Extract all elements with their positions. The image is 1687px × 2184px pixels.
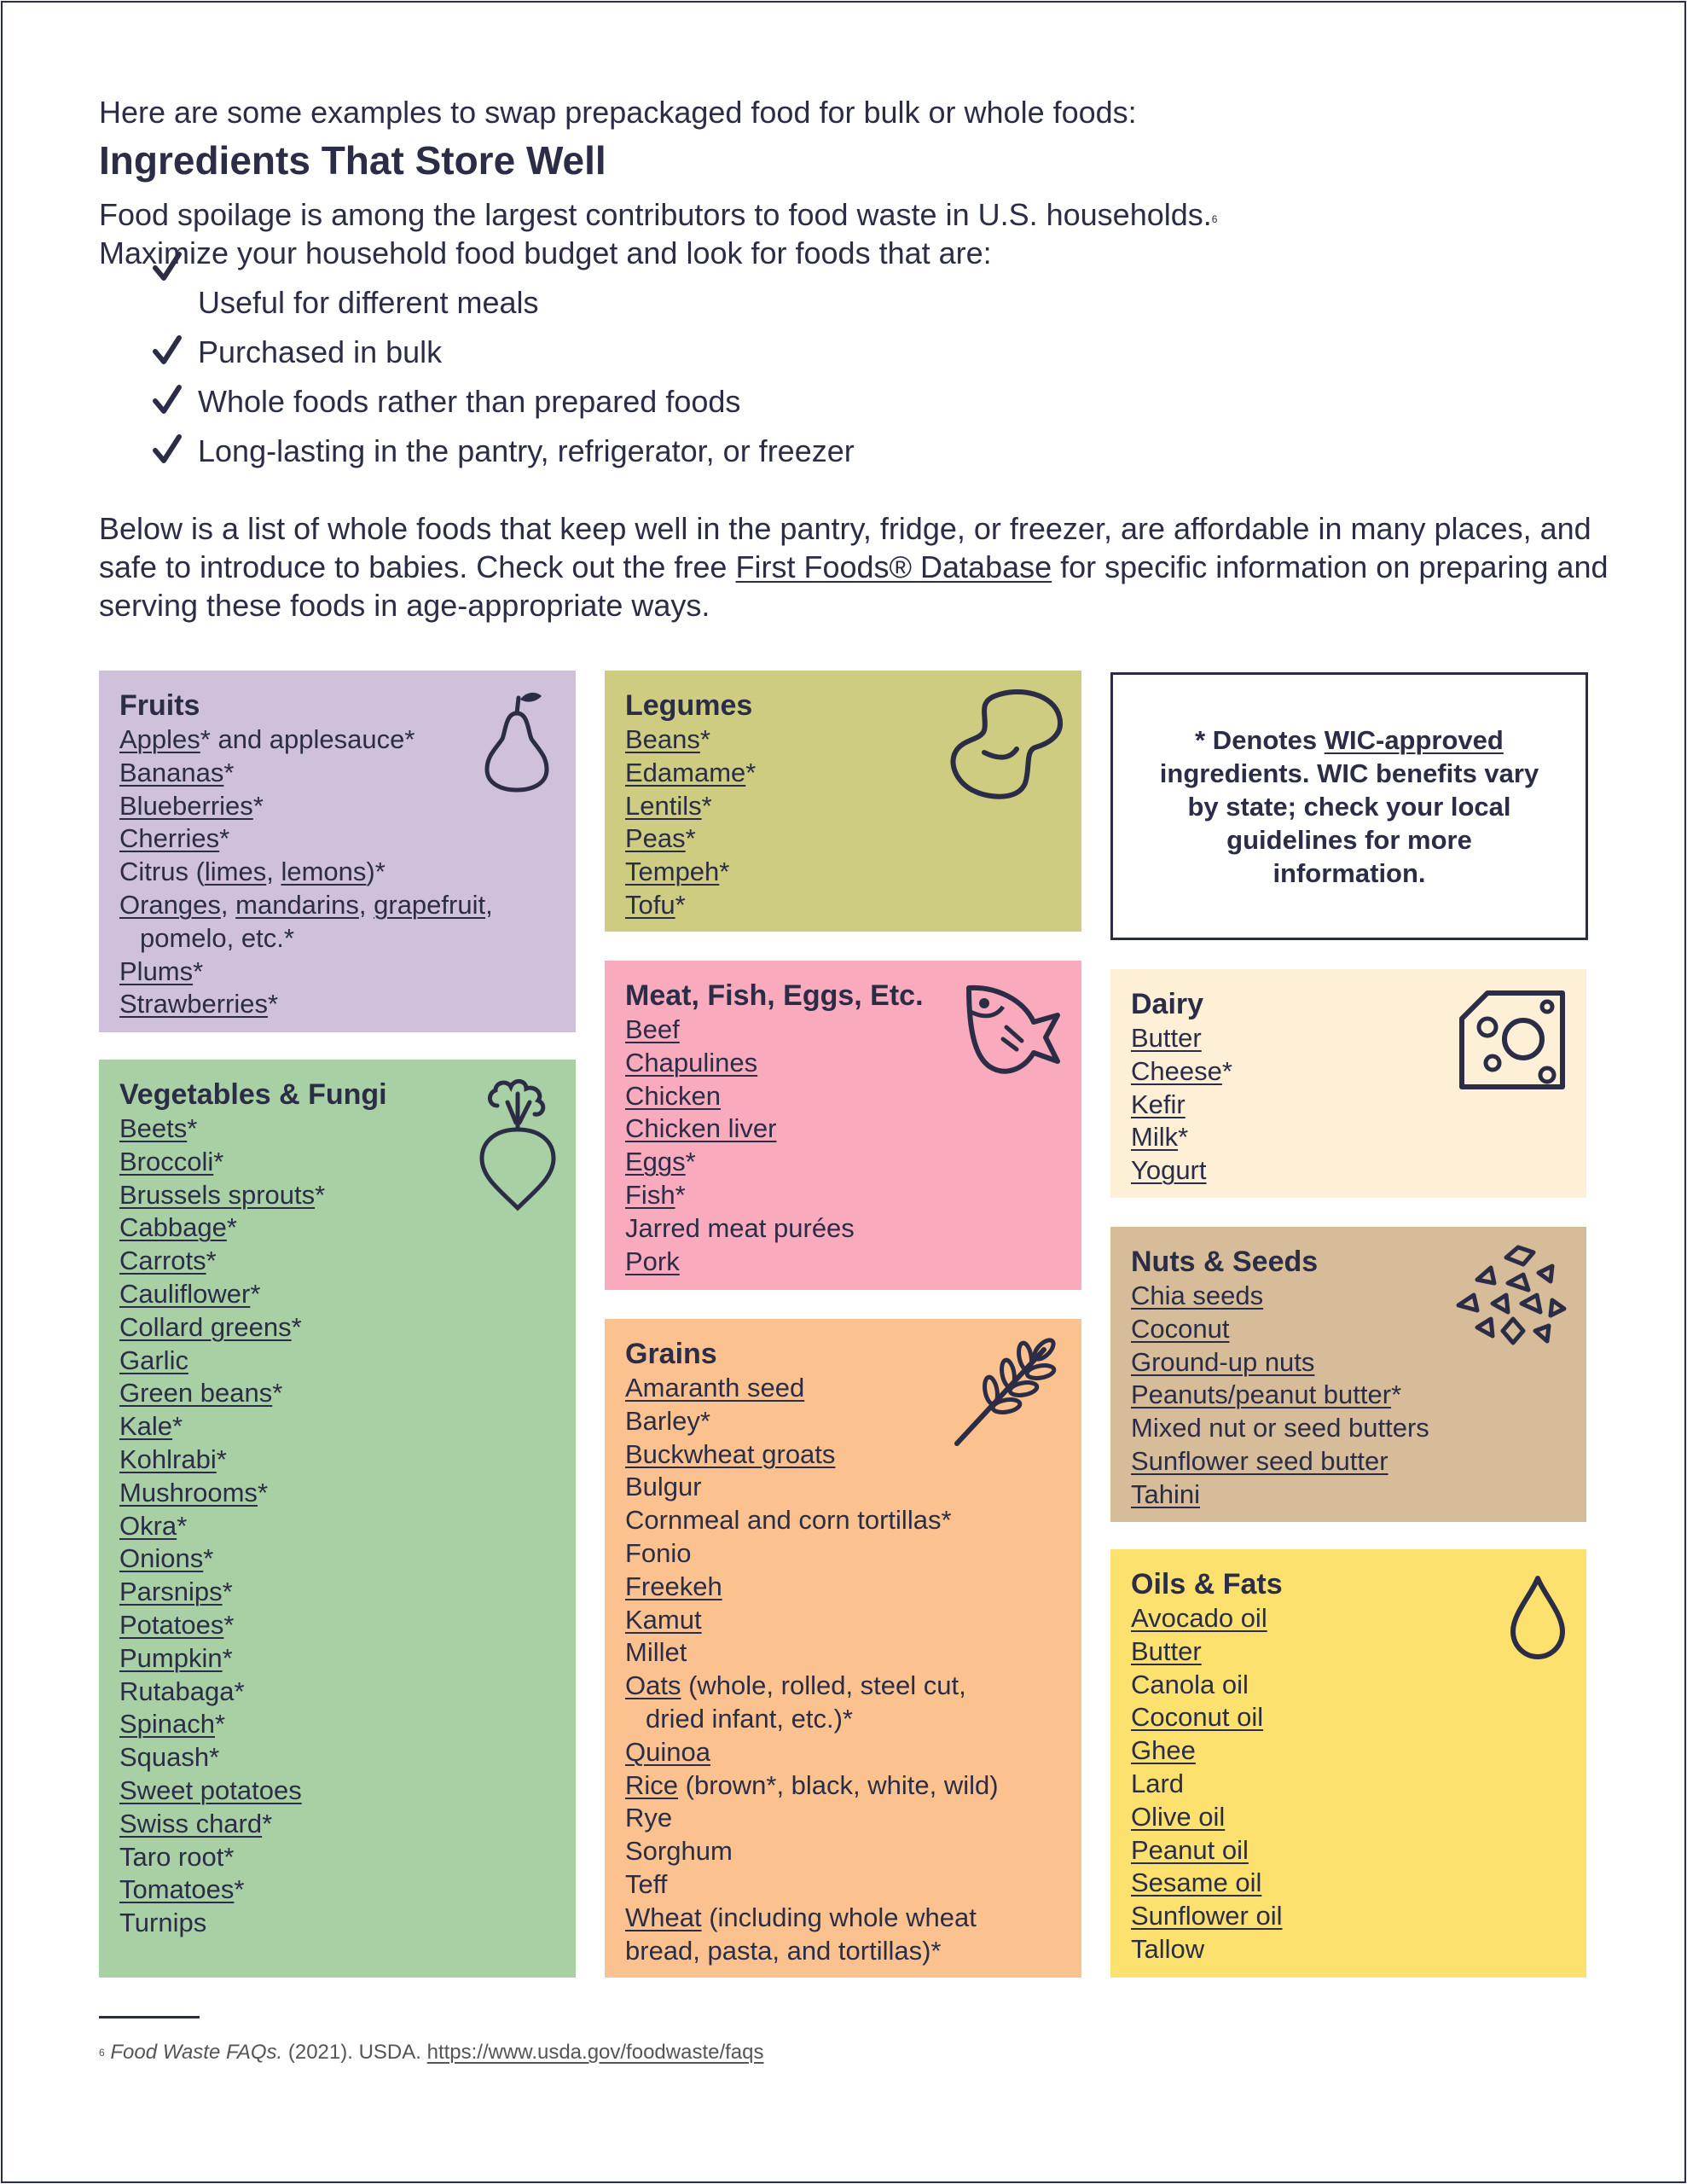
check-icon xyxy=(150,430,184,468)
food-link[interactable]: Sunflower oil xyxy=(1131,1901,1283,1931)
food-link[interactable]: Tomatoes xyxy=(119,1874,235,1905)
food-link[interactable]: Butter xyxy=(1131,1023,1202,1053)
food-link[interactable]: Buckwheat groats xyxy=(625,1438,836,1469)
oils-card xyxy=(1110,1549,1586,1978)
item-text: Taro root xyxy=(119,1841,224,1872)
list-item xyxy=(625,1112,1061,1146)
list-item xyxy=(1131,1768,1566,1801)
item-suffix: * xyxy=(701,790,712,821)
item-suffix: * xyxy=(216,1443,227,1474)
list-item xyxy=(119,1278,555,1311)
nuts-title: Nuts & Seeds xyxy=(1131,1246,1319,1278)
item-suffix: * xyxy=(223,1841,235,1872)
grains-title: Grains xyxy=(625,1338,717,1370)
check-icon xyxy=(150,331,184,369)
item-suffix: * xyxy=(250,1278,261,1309)
item-text: Rutabaga xyxy=(119,1676,235,1706)
list-item xyxy=(625,1835,1061,1868)
food-link[interactable]: Tofu xyxy=(625,889,675,920)
food-link[interactable]: Oranges xyxy=(119,889,221,920)
legumes-card xyxy=(605,671,1081,932)
item-suffix: * xyxy=(1178,1122,1189,1153)
item-suffix: * xyxy=(187,1113,198,1143)
checklist-item xyxy=(99,377,855,427)
legumes-title: Legumes xyxy=(625,689,753,722)
list-item xyxy=(119,1841,555,1874)
oils-title: Oils & Fats xyxy=(1131,1568,1283,1600)
vegetables-list xyxy=(119,1112,555,1940)
list-item xyxy=(119,1443,555,1477)
list-item xyxy=(625,1179,1061,1212)
list-item xyxy=(119,1676,555,1709)
list-item xyxy=(119,1873,555,1907)
fish-icon xyxy=(962,978,1063,1080)
usda-link[interactable]: https://www.usda.gov/foodwaste/faqs xyxy=(426,2041,764,2064)
list-item xyxy=(119,1642,555,1676)
item-suffix: * xyxy=(699,1405,710,1436)
list-item xyxy=(1131,1635,1566,1669)
list-item xyxy=(625,1471,1061,1504)
note-text: * Denotes xyxy=(1195,724,1325,755)
food-link[interactable]: Okra xyxy=(119,1510,177,1541)
list-item: Oranges, mandarins, grapefruit, xyxy=(119,889,493,920)
paragraph-text: Below is a list of whole foods that keep well in the pantry, fridge, or freezer, are affordable in many places, and safe to introduce to babies. Check out the free xyxy=(99,511,1591,584)
list-item xyxy=(119,1907,555,1940)
food-link[interactable]: Lentils xyxy=(625,790,702,821)
footnote xyxy=(99,2039,764,2066)
list-item xyxy=(625,1868,1061,1902)
food-link[interactable]: Fish xyxy=(625,1179,675,1210)
food-link[interactable]: Parsnips xyxy=(119,1577,223,1607)
list-item xyxy=(1131,1669,1566,1702)
list-item xyxy=(625,1636,1061,1670)
list-item xyxy=(119,1410,555,1443)
item-suffix: * xyxy=(234,1676,245,1706)
list-item xyxy=(119,922,555,956)
item-text: * and applesauce* xyxy=(200,724,415,754)
item-suffix: * xyxy=(234,1874,245,1905)
list-item xyxy=(625,1935,1061,1968)
list-item: Bananas* xyxy=(119,757,235,787)
item-suffix: * xyxy=(177,1510,188,1541)
item-suffix: * xyxy=(675,889,686,920)
food-link[interactable]: grapefruit xyxy=(374,889,486,920)
list-item xyxy=(625,1604,1061,1637)
item-suffix: * xyxy=(222,1577,233,1607)
list-item xyxy=(119,1377,555,1410)
list-item xyxy=(625,1504,1061,1537)
item-suffix: * xyxy=(291,1311,302,1342)
wheat-icon xyxy=(952,1338,1061,1447)
item-text: , xyxy=(220,889,236,920)
check-icon xyxy=(150,247,184,285)
list-item: Plums* xyxy=(119,956,204,986)
item-suffix: * xyxy=(745,757,757,787)
item-text: , xyxy=(266,857,281,887)
checklist-item-text: Purchased in bulk xyxy=(198,334,443,369)
pear-icon xyxy=(480,688,554,793)
food-link[interactable]: Peas xyxy=(625,823,686,854)
item-text: Jarred meat purées xyxy=(625,1212,855,1243)
food-link[interactable]: Coconut oil xyxy=(1131,1702,1264,1733)
food-link[interactable]: lemons xyxy=(281,857,367,887)
item-text: Rye xyxy=(625,1803,673,1833)
food-link[interactable]: Olive oil xyxy=(1131,1801,1226,1832)
food-link[interactable]: Brussels sprouts xyxy=(119,1179,316,1210)
list-item xyxy=(119,1808,555,1841)
list-item xyxy=(625,1736,1061,1769)
food-link[interactable]: Freekeh xyxy=(625,1571,722,1601)
list-item xyxy=(1131,1734,1566,1768)
list-item xyxy=(625,1703,1061,1736)
list-item xyxy=(1131,1412,1566,1445)
item-suffix: * xyxy=(1221,1055,1232,1086)
food-link[interactable]: Kefir xyxy=(1131,1089,1186,1119)
item-suffix: * xyxy=(685,823,696,854)
item-suffix: (whole, rolled, steel cut, xyxy=(681,1670,966,1701)
item-suffix: * xyxy=(257,1477,269,1507)
list-item xyxy=(625,1802,1061,1835)
item-suffix: * xyxy=(213,1146,224,1176)
item-text: Sorghum xyxy=(625,1836,733,1867)
list-item xyxy=(119,1542,555,1576)
food-link[interactable]: Amaranth seed xyxy=(625,1373,805,1403)
food-link[interactable]: Yogurt xyxy=(1131,1155,1207,1186)
food-link[interactable]: Wheat xyxy=(625,1902,702,1932)
checklist xyxy=(99,278,855,476)
dairy-card xyxy=(1110,969,1586,1198)
food-link[interactable]: Beets xyxy=(119,1113,188,1143)
list-item xyxy=(625,856,1061,889)
list-item xyxy=(119,856,555,889)
food-link[interactable]: Sweet potatoes xyxy=(119,1774,302,1805)
food-link[interactable]: Rice xyxy=(625,1769,679,1800)
item-suffix: * xyxy=(226,1212,237,1243)
food-link[interactable]: Apples xyxy=(119,724,200,754)
item-text: Canola oil xyxy=(1131,1669,1249,1699)
meat-card xyxy=(605,961,1081,1290)
item-suffix: bread, pasta, and tortillas)* xyxy=(625,1935,942,1966)
spoilage-line: Food spoilage is among the largest contributors to food waste in U.S. households. xyxy=(99,197,1212,232)
food-link[interactable]: Ghee xyxy=(1131,1735,1196,1766)
food-link[interactable]: Cherries xyxy=(119,823,220,854)
checklist-item xyxy=(99,427,855,476)
seeds-icon xyxy=(1452,1242,1568,1353)
food-link[interactable]: Chia seeds xyxy=(1131,1281,1264,1310)
item-text: Millet xyxy=(625,1637,687,1668)
food-link[interactable]: Garlic xyxy=(119,1345,188,1375)
list-item xyxy=(119,1510,555,1543)
meat-title: Meat, Fish, Eggs, Etc. xyxy=(625,979,924,1012)
footnote-number: 6 xyxy=(99,2047,105,2059)
list-item xyxy=(625,1212,1061,1246)
list-item xyxy=(625,1080,1061,1113)
dairy-title: Dairy xyxy=(1131,988,1204,1020)
first-foods-database-link[interactable]: First Foods® Database xyxy=(735,549,1052,584)
item-suffix: * xyxy=(262,1808,273,1838)
food-link[interactable]: Potatoes xyxy=(119,1609,224,1640)
food-link[interactable]: Chicken xyxy=(625,1080,721,1111)
item-text: Citrus ( xyxy=(119,857,205,887)
item-suffix: * xyxy=(223,1609,235,1640)
food-link[interactable]: Collard greens xyxy=(119,1311,292,1342)
wic-note-text xyxy=(1147,723,1551,890)
list-item xyxy=(625,1537,1061,1571)
food-link[interactable]: Bananas xyxy=(119,757,224,787)
wic-note-box xyxy=(1110,672,1588,940)
list-item xyxy=(1131,1801,1566,1834)
list-item xyxy=(1131,1602,1566,1635)
food-link[interactable]: Strawberries xyxy=(119,989,268,1019)
list-item: Cherries* xyxy=(119,823,230,854)
food-link[interactable]: Green beans xyxy=(119,1378,273,1409)
food-link[interactable]: Chapulines xyxy=(625,1047,758,1077)
fruits-card xyxy=(99,671,576,1032)
spoilage-paragraph xyxy=(99,195,1600,272)
food-link[interactable]: limes xyxy=(204,857,267,887)
item-suffix: * xyxy=(203,1543,214,1574)
list-item xyxy=(1131,1900,1566,1933)
checklist-item-text: Whole foods rather than prepared foods xyxy=(198,384,741,419)
food-link[interactable]: Beans xyxy=(625,724,700,754)
intro-text: Here are some examples to swap prepackaged food for bulk or whole foods: xyxy=(99,95,1137,130)
beet-icon xyxy=(478,1077,557,1211)
vegetables-card xyxy=(99,1060,576,1978)
footnote-ref[interactable]: 6 xyxy=(1211,213,1218,225)
drop-icon xyxy=(1510,1575,1566,1660)
item-suffix: * xyxy=(699,724,710,754)
list-item xyxy=(1131,1121,1566,1154)
list-item xyxy=(625,1571,1061,1604)
food-link[interactable]: Sunflower seed butter xyxy=(1131,1445,1388,1476)
footnote-source: Food Waste FAQs. xyxy=(110,2041,283,2064)
list-item xyxy=(625,822,1061,856)
bean-icon xyxy=(947,688,1064,804)
list-item xyxy=(625,1670,1061,1703)
footnote-rule xyxy=(99,2016,200,2018)
item-suffix: * xyxy=(675,1179,686,1210)
item-text: Mixed nut or seed butters xyxy=(1131,1413,1429,1443)
food-link[interactable]: Blueberries xyxy=(119,790,253,821)
food-link[interactable]: Cheese xyxy=(1131,1055,1222,1086)
cheese-icon xyxy=(1458,990,1566,1090)
list-item xyxy=(119,1741,555,1774)
food-link[interactable]: Kamut xyxy=(625,1604,702,1635)
checklist-item-text: Long-lasting in the pantry, refrigerator, or freezer xyxy=(198,433,855,468)
item-text: , xyxy=(358,889,374,920)
page-title: Ingredients That Store Well xyxy=(99,138,606,183)
food-link[interactable]: Kohlrabi xyxy=(119,1443,217,1474)
list-item xyxy=(119,1576,555,1609)
food-link[interactable]: Oats xyxy=(625,1670,681,1701)
item-suffix: * xyxy=(685,1147,696,1177)
wic-approved-link[interactable]: WIC-approved xyxy=(1324,724,1504,755)
food-link[interactable]: Sesame oil xyxy=(1131,1867,1262,1898)
item-suffix: * xyxy=(206,1246,217,1276)
list-item xyxy=(119,1477,555,1510)
list-item xyxy=(119,1609,555,1642)
item-suffix: * xyxy=(941,1505,952,1536)
vegetables-title: Vegetables & Fungi xyxy=(119,1078,387,1111)
food-link[interactable]: Onions xyxy=(119,1543,204,1574)
list-item xyxy=(119,1311,555,1345)
oils-list xyxy=(1131,1602,1566,1966)
list-item xyxy=(119,1245,555,1278)
list-item xyxy=(625,1769,1061,1803)
whole-foods-paragraph xyxy=(99,509,1617,624)
food-link[interactable]: Plums xyxy=(119,956,194,986)
food-link[interactable]: Cabbage xyxy=(119,1212,227,1243)
food-link[interactable]: Avocado oil xyxy=(1131,1603,1267,1633)
food-link[interactable]: Beef xyxy=(625,1014,680,1044)
list-item xyxy=(625,1146,1061,1179)
list-item xyxy=(625,1902,1061,1935)
item-text: Lard xyxy=(1131,1768,1185,1798)
list-item: Strawberries* xyxy=(119,989,279,1019)
food-link[interactable]: Peanut oil xyxy=(1131,1834,1249,1865)
check-icon xyxy=(150,380,184,418)
food-link[interactable]: Peanuts/peanut butter xyxy=(1131,1380,1392,1410)
footnote-text: (2021). USDA. xyxy=(282,2041,427,2064)
food-link[interactable]: Milk xyxy=(1131,1122,1179,1153)
list-item xyxy=(1131,1834,1566,1867)
grains-list xyxy=(625,1372,1061,1967)
list-item xyxy=(1131,1089,1566,1122)
food-link[interactable]: Swiss chard xyxy=(119,1808,263,1838)
item-suffix: (brown*, black, white, wild) xyxy=(678,1769,999,1800)
item-text: Cornmeal and corn tortillas xyxy=(625,1505,942,1536)
item-suffix: * xyxy=(315,1179,326,1210)
list-item xyxy=(119,1708,555,1741)
item-text: Teff xyxy=(625,1868,668,1899)
maximize-line: Maximize your household food budget and look for foods that are: xyxy=(99,235,992,270)
fruits-title: Fruits xyxy=(119,689,200,722)
item-suffix: * xyxy=(272,1378,283,1409)
paragraph-text: for specific information on preparing and serving these foods in age-appropriate ways. xyxy=(99,549,1609,623)
list-item xyxy=(1131,1478,1566,1512)
list-item xyxy=(119,1211,555,1245)
list-item xyxy=(1131,1379,1566,1412)
food-link[interactable]: Tempeh xyxy=(625,857,720,887)
item-suffix: * xyxy=(209,1742,220,1773)
food-link[interactable]: Eggs xyxy=(625,1147,686,1177)
item-text: Bulgur xyxy=(625,1472,702,1502)
item-suffix: dried infant, etc.)* xyxy=(646,1703,853,1734)
list-item xyxy=(119,1345,555,1378)
list-item xyxy=(1131,1154,1566,1188)
food-link[interactable]: Chicken liver xyxy=(625,1113,777,1144)
food-link[interactable]: Quinoa xyxy=(625,1736,710,1767)
list-item xyxy=(625,1246,1061,1279)
item-text: pomelo, etc.* xyxy=(140,922,294,953)
food-link[interactable]: Ground-up nuts xyxy=(1131,1346,1315,1377)
item-text: Squash xyxy=(119,1742,210,1773)
checklist-item xyxy=(99,278,855,328)
food-link[interactable]: Carrots xyxy=(119,1246,206,1276)
list-item xyxy=(1131,1445,1566,1478)
item-text: Turnips xyxy=(119,1908,207,1938)
item-text: )* xyxy=(366,857,386,887)
note-text: ingredients. WIC benefits vary by state; check your local guidelines for more information. xyxy=(1159,758,1539,888)
food-link[interactable]: Butter xyxy=(1131,1635,1202,1666)
item-suffix: * xyxy=(719,857,730,887)
item-text: Barley xyxy=(625,1405,700,1436)
food-link[interactable]: Kale xyxy=(119,1411,173,1442)
food-link[interactable]: Pork xyxy=(625,1246,680,1276)
food-link[interactable]: Mushrooms xyxy=(119,1477,258,1507)
item-suffix: * xyxy=(172,1411,183,1442)
food-link[interactable]: Spinach xyxy=(119,1709,216,1740)
list-item xyxy=(1131,1701,1566,1734)
checklist-item xyxy=(99,328,855,377)
food-link[interactable]: Coconut xyxy=(1131,1313,1230,1344)
item-suffix: * xyxy=(1391,1380,1402,1410)
item-suffix: * xyxy=(215,1709,226,1740)
list-item xyxy=(119,1774,555,1808)
food-link[interactable]: Broccoli xyxy=(119,1146,214,1176)
list-item: Blueberries* xyxy=(119,790,264,821)
checklist-item-text: Useful for different meals xyxy=(198,285,539,320)
nuts-card xyxy=(1110,1227,1586,1522)
list-item xyxy=(1131,1867,1566,1900)
item-text: Fonio xyxy=(625,1537,692,1568)
grains-card xyxy=(605,1319,1081,1978)
food-link[interactable]: Edamame xyxy=(625,757,746,787)
food-link[interactable]: Cauliflower xyxy=(119,1278,251,1309)
item-suffix: (including whole wheat xyxy=(701,1902,977,1932)
food-link[interactable]: mandarins xyxy=(235,889,359,920)
list-item xyxy=(625,889,1061,922)
item-text: Tallow xyxy=(1131,1933,1205,1964)
food-link[interactable]: Pumpkin xyxy=(119,1642,223,1673)
item-suffix: * xyxy=(222,1642,233,1673)
food-link[interactable]: Tahini xyxy=(1131,1478,1200,1509)
list-item xyxy=(1131,1933,1566,1966)
